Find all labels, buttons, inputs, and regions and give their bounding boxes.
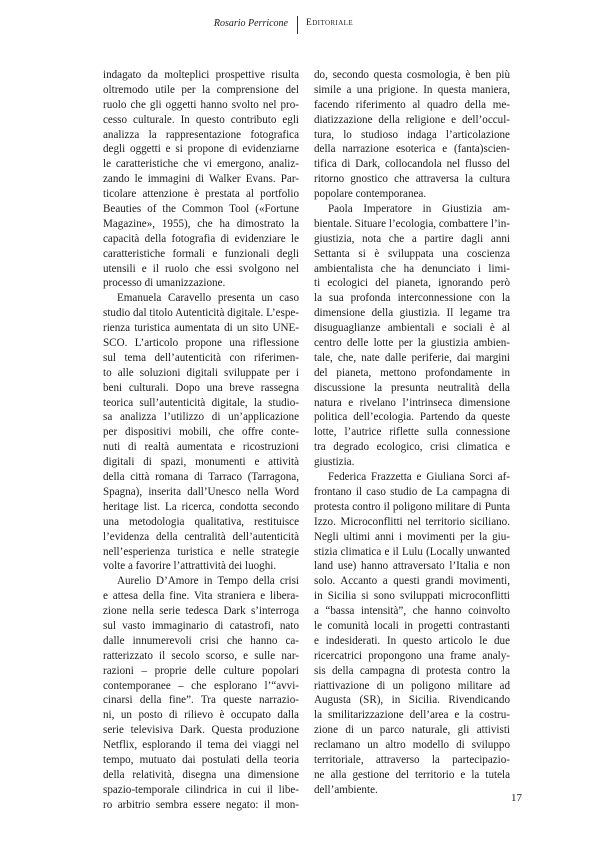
header-author: Rosario Perricone <box>213 18 288 29</box>
text-line: razioni – proprie delle culture popolari <box>103 664 299 677</box>
text-line: tempo, mutuato dai postulati della teoria <box>103 753 299 766</box>
text-line: Izzo. Microconflitti nel territorio siciliano. <box>314 515 510 528</box>
text-line: utensili e il ruolo che essi svolgono nel <box>103 262 299 275</box>
text-line: Augusta (SR), in Sicilia. Rivendicando <box>314 694 510 707</box>
text-line: una metodologia qualitativa, restituisce <box>103 515 299 528</box>
text-line: giustizia, nota che a partire dagli anni <box>314 232 510 245</box>
text-line: dalle innumerevoli crisi che hanno ca- <box>103 634 299 647</box>
text-line: do, secondo questa cosmologia, è ben più <box>314 69 510 81</box>
text-line: politica dell’ecologia. Partendo da queste <box>314 411 510 424</box>
text-line: tale, che, nate dalle periferie, dai margini <box>314 351 510 364</box>
text-line: tra degrado ecologico, crisi climatica e <box>314 441 510 454</box>
text-line: Emanuela Caravello presenta un caso <box>117 292 299 305</box>
text-line: Paola Imperatore in Giustizia am- <box>328 203 510 216</box>
text-line: contemporanee – che esplorano l’“avvi- <box>103 679 299 692</box>
header-section-title: Editoriale <box>306 18 354 28</box>
text-line: Beauties of the Common Tool («Fortune <box>103 203 299 216</box>
text-line: nuti di realtà aumentata e ricostruzioni <box>103 441 299 454</box>
page-number: 17 <box>511 792 522 804</box>
text-line: indagato da molteplici prospettive risulta <box>103 69 299 81</box>
right-text-column <box>314 68 510 798</box>
text-line: per dispositivi mobili, che offre conte- <box>103 426 299 439</box>
text-line: la smilitarizzazione dell’area e la costru- <box>314 709 510 722</box>
text-line: oltremodo utile per la comprensione del <box>103 83 299 96</box>
text-line: serie televisiva Dark. Questa produzione <box>103 724 299 737</box>
text-line: capacità della fotografia di evidenziare le <box>103 232 299 245</box>
text-line: della città romana di Tarraco (Tarragona, <box>103 471 299 484</box>
text-line: ti ecologici del pianeta, ignorando però <box>314 277 510 290</box>
text-line: lotte, l’autrice riflette sulla connessione <box>314 426 510 439</box>
text-line: tura, lo studioso indaga l’articolazione <box>314 128 510 141</box>
text-line: della relatività, disegna una dimensione <box>103 768 299 781</box>
text-line: ricercatrici propongono una frame analy- <box>314 649 510 662</box>
text-line: discussione la presunta neutralità della <box>314 381 510 394</box>
text-line: e attesa della fine. Vita straniera e libera- <box>103 590 299 603</box>
text-line: solo. Accanto a questi grandi movimenti, <box>314 575 510 588</box>
text-line: del pianeta, mettono profondamente in <box>314 366 510 379</box>
text-line: ruolo che gli oggetti hanno svolto nel pro- <box>103 98 299 111</box>
text-line: riattivazione di un poligono militare ad <box>314 679 510 692</box>
text-line: spazio-temporale cilindrica in cui il libe- <box>103 783 299 796</box>
text-line: e indesiderati. In questo articolo le due <box>314 634 510 647</box>
text-line: beni culturali. Dopo una breve rassegna <box>103 381 299 394</box>
text-line: analizza la rappresentazione fotografica <box>103 128 299 141</box>
text-line: dimensione della giustizia. Il legame tra <box>314 307 510 320</box>
text-line: facendo riferimento al quadro della me- <box>314 98 510 111</box>
text-line: stizia climatica e il Lulu (Locally unwanted <box>314 545 510 558</box>
text-line: processo di umanizzazione. <box>103 277 226 290</box>
text-line: ro arbitrio sembra essere negato: il mon- <box>103 798 299 811</box>
text-line: digitali di spazi, monumenti e attività <box>103 456 299 469</box>
text-line: Spagna), inserita dall’Unesco nella Word <box>103 485 299 498</box>
text-line: sa analizza l’utilizzo di un’applicazione <box>103 411 299 424</box>
text-line: studio dal titolo Autenticità digitale. L’espe- <box>103 307 299 320</box>
text-line: heritage list. La ricerca, condotta secondo <box>103 500 299 513</box>
text-line: volte a favorire l’attrattività dei luoghi. <box>103 560 277 573</box>
text-line: caratteristiche formali e funzionali degli <box>103 247 299 260</box>
text-line: Federica Frazzetta e Giuliana Sorci af- <box>328 471 510 484</box>
text-line: rienza turistica aumentata di un sito UNE- <box>103 322 299 335</box>
text-line: nell’esperienza turistica e nelle strategie <box>103 545 299 558</box>
text-line: le comunità locali in progetti contrastanti <box>314 619 510 632</box>
text-line: degli oggetti e si propone di evidenziarne <box>103 143 299 156</box>
text-line: dell’ambiente. <box>314 783 378 796</box>
text-line: to alle soluzioni digitali sviluppate per i <box>103 366 299 379</box>
header-divider <box>297 16 298 34</box>
text-line: territoriale, attraverso la partecipazio- <box>314 753 510 766</box>
text-line: frontano il caso studio de La campagna di <box>314 485 510 498</box>
text-line: Magazine», 1955), che ha dimostrato la <box>103 217 299 230</box>
text-line: ne alla gestione del territorio e la tutela <box>314 768 510 781</box>
text-line: cesso culturale. In questo contributo egli <box>103 113 299 126</box>
text-line: natura e rivelano l’intrinseca dimensione <box>314 396 510 409</box>
text-line: ticolare attenzione è prestata al portfolio <box>103 188 299 201</box>
text-line: Netflix, esplorando il tema dei viaggi nel <box>103 739 299 752</box>
text-line: zione nella serie tedesca Dark s’interroga <box>103 605 299 618</box>
text-line: ratterizzato il secolo scorso, e sulle nar- <box>103 649 299 662</box>
text-line: Aurelio D’Amore in Tempo della crisi <box>117 575 299 588</box>
text-line: protesta contro il poligono militare di Punta <box>314 500 510 513</box>
running-header <box>0 16 595 36</box>
text-line: ni, un posto di rilievo è occupato dalla <box>103 709 299 722</box>
text-line: sis della campagna di protesta contro la <box>314 664 510 677</box>
text-line: in Sicilia si sono sviluppati microconflitti <box>314 590 510 603</box>
left-text-column <box>103 68 299 813</box>
text-line: popolare contemporanea. <box>314 188 427 201</box>
text-line: diatizzazione della religione e dell’occul- <box>314 113 510 126</box>
text-line: la sua profonda interconnessione con la <box>314 292 510 305</box>
text-line: sul vasto immaginario di catastrofi, nato <box>103 619 299 632</box>
text-line: a “bassa intensità”, che hanno coinvolto <box>314 605 510 618</box>
text-line: tifica di Dark, collocandola nel flusso del <box>314 158 510 171</box>
text-line: ritorno gnostico che attraversa la cultura <box>314 173 510 186</box>
text-line: zione di un parco naturale, gli attivisti <box>314 724 510 737</box>
text-line: SCO. L’articolo propone una riflessione <box>103 337 299 350</box>
text-line: zando le immagini di Walker Evans. Par- <box>103 173 299 186</box>
text-line: cinarsi della fine”. Tra queste narrazio- <box>103 694 299 707</box>
text-line: l’evidenza della centralità dell’autenticità <box>103 530 299 543</box>
text-line: Settanta si è sviluppata una coscienza <box>314 247 510 260</box>
text-line: land use) hanno attraversato l’Italia e non <box>314 560 510 573</box>
text-line: Negli ultimi anni i movimenti per la giu- <box>314 530 510 543</box>
text-line: ambientalista che ha denunciato i limi- <box>314 262 510 275</box>
text-line: le caratteristiche che vi emergono, analiz- <box>103 158 299 171</box>
text-line: centro delle lotte per la giustizia ambien- <box>314 337 510 350</box>
text-line: disuguaglianze ambientali e sociali è al <box>314 322 510 335</box>
text-line: sul tema dell’autenticità con riferimen- <box>103 351 299 364</box>
text-line: della narrazione esoterica e (fanta)scien- <box>314 143 510 156</box>
text-line: giustizia. <box>314 456 355 469</box>
text-line: teorica sull’autenticità digitale, la studio- <box>103 396 299 409</box>
text-line: reclamano un altro modello di sviluppo <box>314 739 510 752</box>
text-line: bientale. Situare l’ecologia, combattere l’in- <box>314 217 510 230</box>
text-line: simile a una prigione. In questa maniera, <box>314 83 510 96</box>
